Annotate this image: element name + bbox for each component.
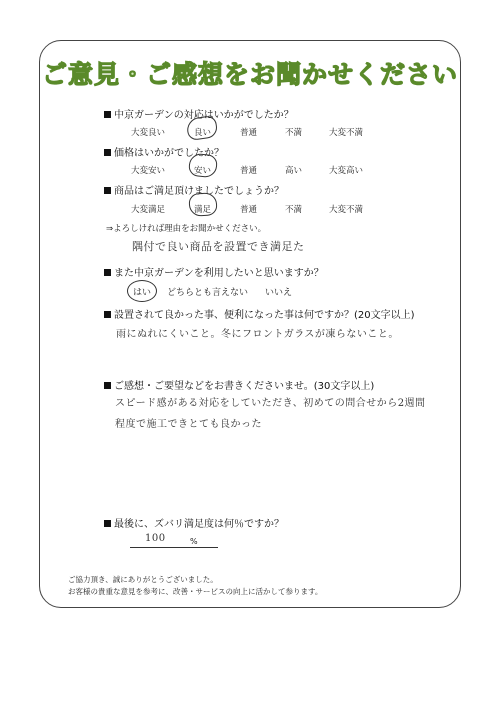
question-label: 設置されて良かった事、便利になった事は何ですか？(20文字以上): [114, 310, 415, 321]
option[interactable]: 不満: [285, 205, 303, 215]
satisfaction-value-handwritten: 100: [145, 533, 166, 544]
question-label: 商品はご満足頂けましたでしょうか？: [114, 186, 284, 197]
option[interactable]: 不満: [285, 128, 303, 138]
question-satisfaction: [104, 515, 284, 530]
option[interactable]: 大変不満: [329, 128, 364, 138]
option[interactable]: 普通: [240, 166, 258, 176]
option[interactable]: どちらとも言えない: [167, 288, 249, 298]
selection-circle-mark: [188, 192, 218, 217]
footer-note: お客様の貴重な意見を参考に、改善・サービスの向上に活かして参ります。: [68, 587, 323, 596]
option[interactable]: いいえ: [265, 288, 293, 298]
bullet-square-icon: [104, 187, 111, 194]
selection-circle-mark: [127, 280, 157, 302]
bullet-square-icon: [104, 111, 111, 118]
footer-thanks: ご協力頂き、誠にありがとうございました。: [68, 575, 218, 584]
reason-prompt: ⇒よろしければ理由をお聞かせください。: [106, 224, 267, 234]
question-reuse: [104, 264, 324, 279]
form-title: ご意見・ご感想をお聞かせください: [41, 60, 458, 89]
option-selected[interactable]: はい: [133, 288, 152, 298]
question-label: 価格はいかがでしたか？: [114, 148, 224, 159]
percent-unit: %: [190, 537, 198, 546]
option-selected[interactable]: 安い: [194, 166, 212, 176]
option[interactable]: 大変高い: [329, 166, 364, 176]
option[interactable]: 大変満足: [131, 205, 166, 215]
bullet-square-icon: [104, 382, 111, 389]
option[interactable]: 大変不満: [329, 205, 364, 215]
bullet-square-icon: [104, 520, 111, 527]
question-good-points: [104, 306, 415, 321]
option-selected[interactable]: 良い: [194, 128, 212, 138]
option-selected[interactable]: 満足: [194, 205, 212, 215]
question-label: 中京ガーデンの対応はいかがでしたか？: [114, 110, 294, 121]
bullet-square-icon: [104, 269, 111, 276]
option[interactable]: 普通: [240, 205, 258, 215]
question-label: ご感想・ご要望などをお書きくださいませ。(30文字以上): [114, 381, 375, 392]
option[interactable]: 大変安い: [131, 166, 166, 176]
question-label: また中京ガーデンを利用したいと思いますか？: [114, 268, 324, 279]
bullet-square-icon: [104, 311, 111, 318]
option[interactable]: 高い: [285, 166, 303, 176]
satisfaction-underline: [130, 547, 218, 548]
reason-answer-handwritten: 隅付で良い商品を設置でき満足た: [132, 240, 305, 253]
good-points-answer-handwritten: 雨にぬれにくいこと。冬にフロントガラスが凍らないこと。: [116, 329, 399, 340]
question-label: 最後に、ズバリ満足度は何％ですか？: [114, 519, 284, 530]
impressions-answer-line2-handwritten: 程度で施工できとても良かった: [115, 419, 262, 430]
bullet-square-icon: [104, 149, 111, 156]
impressions-answer-line1-handwritten: スピード感がある対応をしていただき、初めての問合せから2週間: [115, 398, 426, 409]
question-impressions: [104, 377, 374, 392]
option[interactable]: 大変良い: [131, 128, 166, 138]
option[interactable]: 普通: [240, 128, 258, 138]
